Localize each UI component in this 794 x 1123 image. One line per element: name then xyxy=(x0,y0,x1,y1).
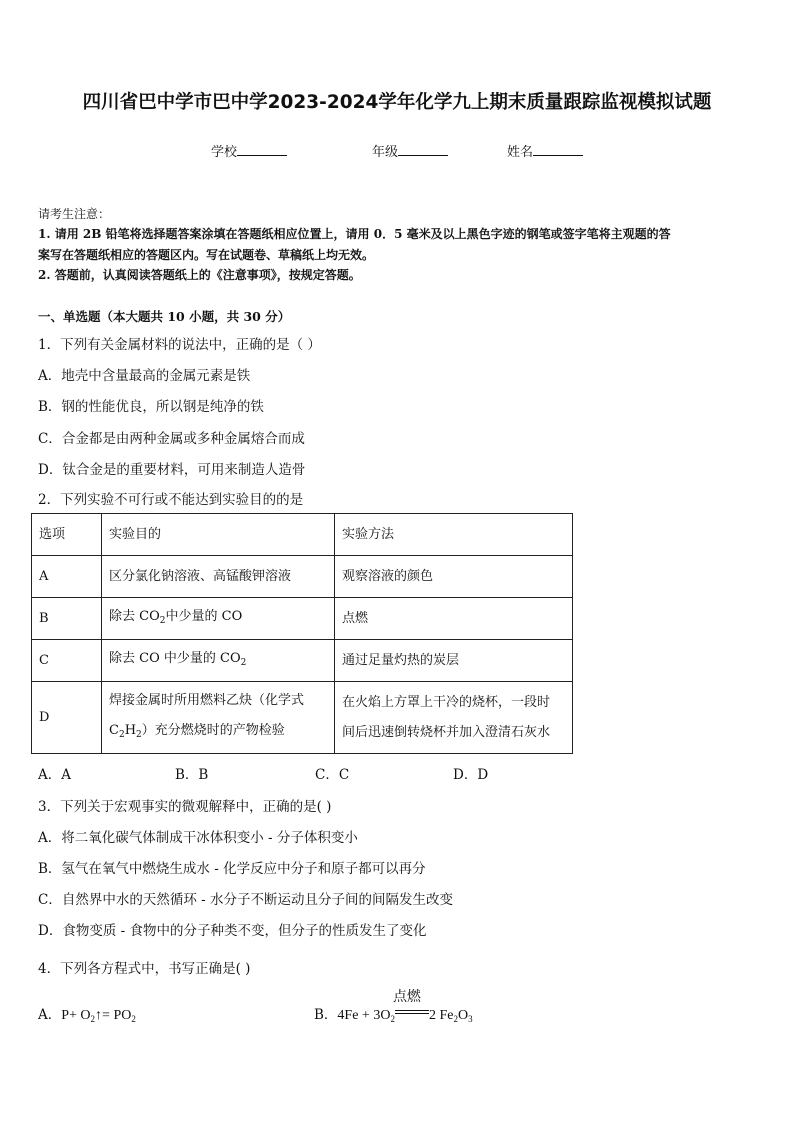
name-label: 姓名 xyxy=(507,145,534,160)
q4-stem: 4．下列各方程式中，书写正确是( ) xyxy=(38,961,251,977)
q4-option-a: A．$P+ O_2↑= PO_2$ xyxy=(38,1007,136,1024)
notice-line-2: 2. 答题前，认真阅读答题纸上的《注意事项》，按规定答题。 xyxy=(38,268,361,282)
q3-option-b: B．氢气在氧气中燃烧生成水 - 化学反应中分子和原子都可以再分 xyxy=(38,861,426,877)
row-purpose: 焊接金属时所用燃料乙炔（化学式 $C_2H_2$）充分燃烧时的产物检验 xyxy=(102,682,335,754)
header-method: 实验方法 xyxy=(335,514,573,556)
q2-answer-b: B．B xyxy=(175,767,209,783)
row-method: 观察溶液的颜色 xyxy=(335,556,573,598)
row-option: D xyxy=(32,682,102,754)
row-option: A xyxy=(32,556,102,598)
q1-option-d: D．钛合金是的重要材料，可用来制造人造骨 xyxy=(38,462,306,478)
row-method: 在火焰上方罩上干冷的烧杯，一段时 间后迅速倒转烧杯并加入澄清石灰水 xyxy=(335,682,573,754)
notice-line-1b: 案写在答题纸相应的答题区内。写在试题卷、草稿纸上均无效。 xyxy=(38,248,375,262)
q1-option-b: B．钢的性能优良，所以钢是纯净的铁 xyxy=(38,399,264,415)
q2-answer-d: D．D xyxy=(453,767,489,783)
q2-stem: 2．下列实验不可行或不能达到实验目的的是 xyxy=(38,492,304,508)
table-row xyxy=(32,556,573,598)
q3-option-c: C．自然界中水的天然循环 - 水分子不断运动且分子间的间隔发生改变 xyxy=(38,892,453,908)
table-row xyxy=(32,682,573,754)
header-purpose: 实验目的 xyxy=(102,514,335,556)
experiment-table xyxy=(31,513,573,754)
q3-option-d: D．食物变质 - 食物中的分子种类不变，但分子的性质发生了变化 xyxy=(38,923,427,939)
row-method: 点燃 xyxy=(335,598,573,640)
q1-option-a: A．地壳中含量最高的金属元素是铁 xyxy=(38,368,251,384)
q4-option-b: B．$4Fe + 3O_2$ 点燃 2 $Fe_2O_3$ xyxy=(314,990,473,1024)
q2-answer-c: C．C xyxy=(315,767,350,783)
row-option: C xyxy=(32,640,102,682)
table-row xyxy=(32,640,573,682)
grade-field xyxy=(372,141,448,160)
header-option: 选项 xyxy=(32,514,102,556)
table-row xyxy=(32,598,573,640)
reaction-condition-sign: 点燃 xyxy=(395,1007,429,1021)
q1-option-c: C．合金都是由两种金属或多种金属熔合而成 xyxy=(38,431,305,447)
q2-answer-a: A．A xyxy=(38,767,71,783)
row-method: 通过足量灼热的炭层 xyxy=(335,640,573,682)
table-header-row xyxy=(32,514,573,556)
q3-option-a: A．将二氧化碳气体制成干冰体积变小 - 分子体积变小 xyxy=(38,830,358,846)
q3-stem: 3．下列关于宏观事实的微观解释中，正确的是( ) xyxy=(38,799,332,815)
row-purpose: 除去 CO 中少量的 $CO_2$ xyxy=(102,640,335,682)
grade-blank xyxy=(398,143,448,156)
notice-line-1a: 1. 请用 2B 铅笔将选择题答案涂填在答题纸相应位置上，请用 0．5 毫米及以上黑色字迹的钢笔或签字笔将主观题的答 xyxy=(38,227,671,241)
name-blank xyxy=(533,143,583,156)
grade-label: 年级 xyxy=(372,145,399,160)
notice-heading: 请考生注意： xyxy=(38,207,111,221)
q1-stem: 1．下列有关金属材料的说法中，正确的是（ ） xyxy=(38,337,321,353)
school-field xyxy=(211,141,287,160)
school-label: 学校 xyxy=(211,145,238,160)
row-option: B xyxy=(32,598,102,640)
school-blank xyxy=(237,143,287,156)
exam-title: 四川省巴中学市巴中学2023-2024学年化学九上期末质量跟踪监视模拟试题 xyxy=(82,92,712,113)
row-purpose: 区分氯化钠溶液、高锰酸钾溶液 xyxy=(102,556,335,598)
row-purpose: 除去 $CO_2$中少量的 CO xyxy=(102,598,335,640)
name-field xyxy=(507,141,583,160)
section-heading: 一、单选题（本大题共 10 小题，共 30 分） xyxy=(38,309,291,324)
